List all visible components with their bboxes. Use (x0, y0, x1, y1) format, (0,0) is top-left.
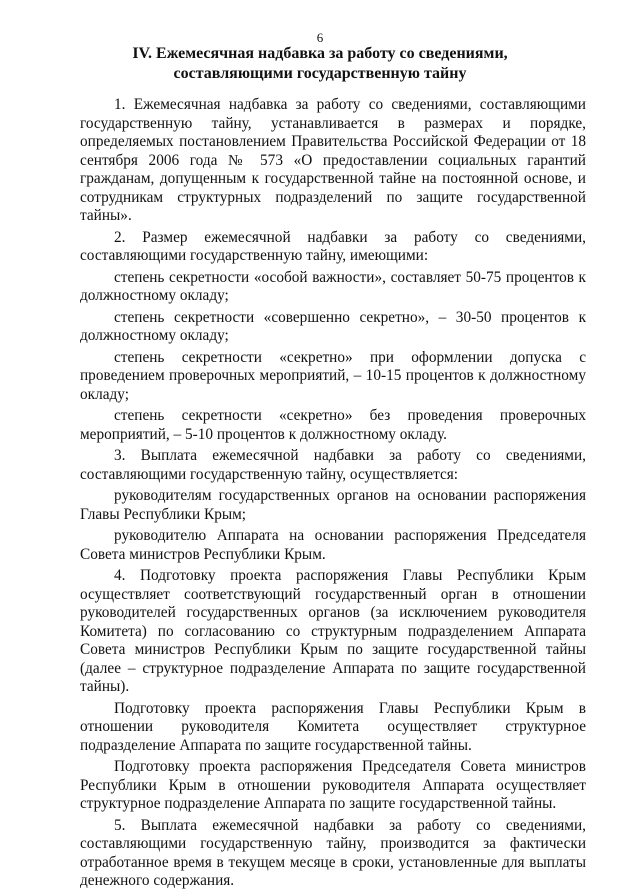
paragraph-5: 5. Выплата ежемесячной надбавки за работу со сведениями, составляющими государственную тайну, производится за фактически отработанное время в текущем месяце в сроки, установленные для выплаты денежного содержания. (80, 816, 586, 889)
section-heading-line-1: IV. Ежемесячная надбавка за работу со сведениями, (132, 45, 508, 62)
paragraph-2-item-2: степень секретности «совершенно секретно», – 30-50 процентов к должностному окладу; (80, 308, 586, 344)
paragraph-4-continued-2: Подготовку проекта распоряжения Председателя Совета министров Республики Крым в отношении руководителя Аппарата осуществляет структурное подразделение Аппарата по защите государственной тайны. (80, 758, 586, 812)
paragraph-1: 1. Ежемесячная надбавка за работу со сведениями, составляющими государственную тайну, устанавливается в размерах и порядке, определяемых постановлением Правительства Российской Федерации от 18 сентября 2006 года № 573 «О предоставлении социальных гарантий гражданам, допущенным к государственной тайне на постоянной основе, и сотрудникам структурных подразделений по защите государственной тайны». (80, 96, 586, 224)
paragraph-2: 2. Размер ежемесячной надбавки за работу со сведениями, составляющими государственную тайну, имеющими: (80, 228, 586, 264)
page-number: 6 (316, 30, 324, 45)
section-body (80, 96, 586, 894)
paragraph-3-item-1: руководителям государственных органов на основании распоряжения Главы Республики Крым; (80, 487, 586, 523)
section-heading (60, 44, 580, 84)
paragraph-4: 4. Подготовку проекта распоряжения Главы Республики Крым осуществляет соответствующий государственный орган в отношении руководителей государственных органов (за исключением руководителя Комитета) по согласованию со структурным подразделением Аппарата Совета министров Республики Крым по защите государственной тайны (далее – структурное подразделение Аппарата по защите государственной тайны). (80, 567, 586, 695)
paragraph-3: 3. Выплата ежемесячной надбавки за работу со сведениями, составляющими государственную тайну, осуществляется: (80, 447, 586, 483)
paragraph-2-item-3: степень секретности «секретно» при оформлении допуска с проведением проверочных мероприятий, – 10-15 процентов к должностному окладу; (80, 348, 586, 403)
paragraph-2-item-1: степень секретности «особой важности», составляет 50-75 процентов к должностному окладу; (80, 268, 586, 304)
section-heading-line-2: составляющими государственную тайну (173, 65, 467, 82)
paragraph-4-continued-1: Подготовку проекта распоряжения Главы Республики Крым в отношении руководителя Комитета осуществляет структурное подразделение Аппарата по защите государственной тайны. (80, 699, 586, 754)
paragraph-3-item-2: руководителю Аппарата на основании распоряжения Председателя Совета министров Республики Крым. (80, 527, 586, 563)
paragraph-2-item-4: степень секретности «секретно» без проведения проверочных мероприятий, – 5-10 процентов к должностному окладу. (80, 407, 586, 443)
